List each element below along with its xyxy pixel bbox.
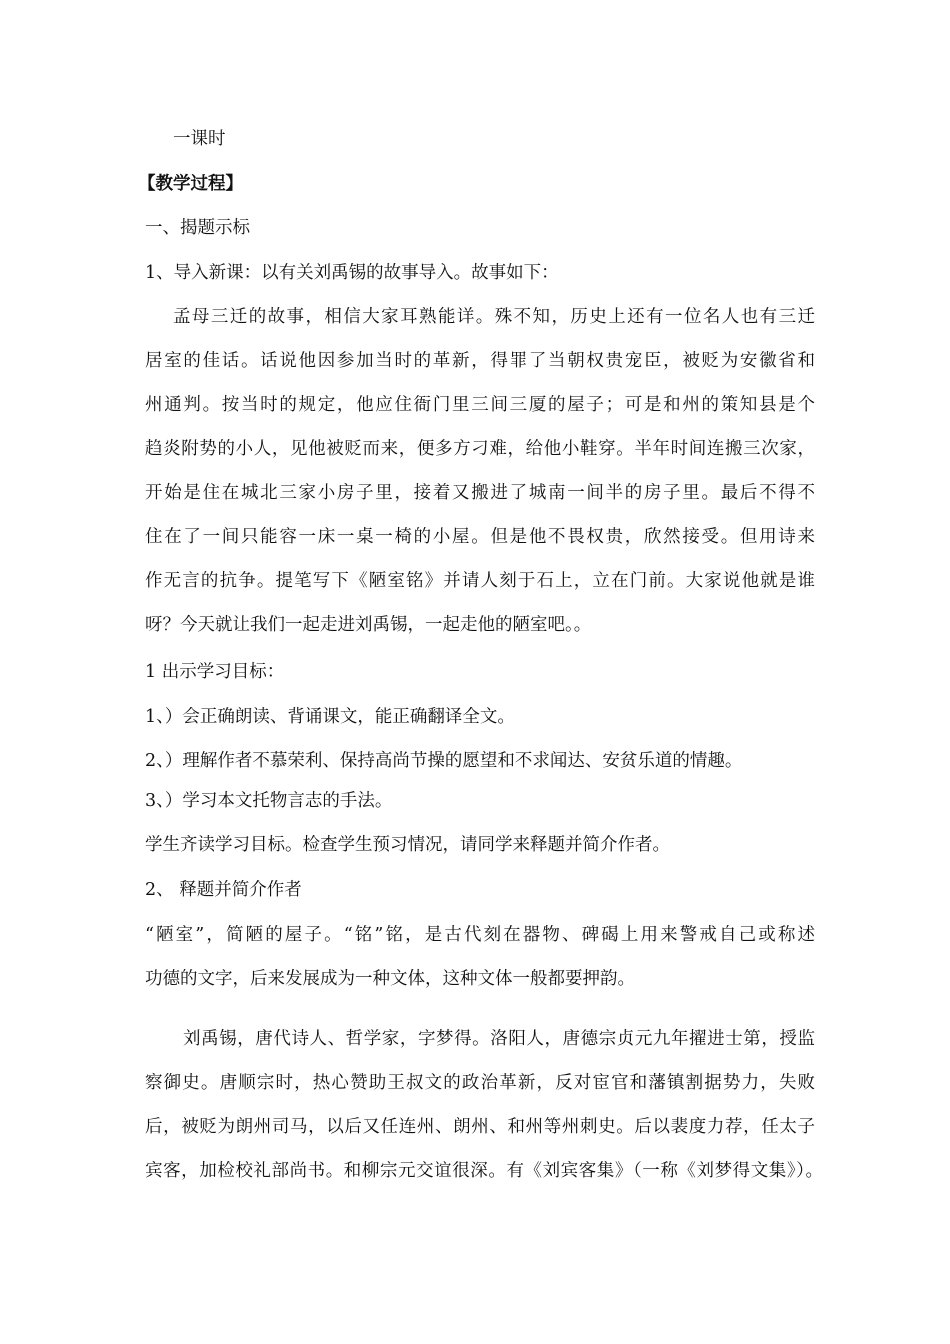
story-line: 州通判。按当时的规定，他应住衙门里三间三厦的屋子；可是和州的策知县是个 xyxy=(145,395,815,415)
title-explain-line: “陋室”，简陋的屋子。“铭”铭，是古代刻在器物、碑碣上用来警戒自己或称述 xyxy=(145,925,815,945)
author-line: 宾客，加检校礼部尚书。和柳宗元交谊很深。有《刘宾客集》（一称《刘梦得文集》）。 xyxy=(145,1161,823,1181)
author-line: 刘禹锡，唐代诗人、哲学家，字梦得。洛阳人，唐德宗贞元九年擢进士第，授监 xyxy=(183,1029,815,1049)
goal-item: 3、）学习本文托物言志的手法。 xyxy=(145,791,393,811)
item1-intro: 1、导入新课：以有关刘禹锡的故事导入。故事如下： xyxy=(145,263,559,283)
goal-item: 1、）会正确朗读、背诵课文，能正确翻译全文。 xyxy=(145,707,515,727)
author-line: 察御史。唐顺宗时，热心赞助王叔文的政治革新，反对宦官和藩镇割据势力，失败 xyxy=(145,1073,815,1093)
story-line: 趋炎附势的小人，见他被贬而来，便多方刁难，给他小鞋穿。半年时间连搬三次家， xyxy=(145,439,815,459)
title-explain-line: 功德的文字，后来发展成为一种文体，这种文体一般都要押韵。 xyxy=(145,969,635,989)
story-line: 呀？今天就让我们一起走进刘禹锡，一起走他的陋室吧。。 xyxy=(145,615,592,635)
student-task: 学生齐读学习目标。检查学生预习情况，请同学来释题并简介作者。 xyxy=(145,835,670,855)
item2-title: 2、 释题并简介作者 xyxy=(145,880,302,900)
part1-title: 一、揭题示标 xyxy=(145,218,250,238)
goal-item: 2、）理解作者不慕荣利、保持高尚节操的愿望和不求闻达、安贫乐道的情趣。 xyxy=(145,751,743,771)
section-heading: 【教学过程】 xyxy=(138,174,243,194)
lesson-time: 一课时 xyxy=(173,129,226,149)
author-line: 后，被贬为朗州司马，以后又任连州、朗州、和州等州刺史。后以裴度力荐，任太子 xyxy=(145,1117,815,1137)
story-line: 孟母三迁的故事，相信大家耳熟能详。殊不知，历史上还有一位名人也有三迁 xyxy=(173,307,815,327)
story-line: 开始是住在城北三家小房子里，接着又搬进了城南一间半的房子里。最后不得不 xyxy=(145,483,815,503)
story-line: 住在了一间只能容一床一桌一椅的小屋。但是他不畏权贵，欣然接受。但用诗来 xyxy=(145,527,815,547)
story-line: 作无言的抗争。提笔写下《陋室铭》并请人刻于石上，立在门前。大家说他就是谁 xyxy=(145,571,815,591)
goals-title: 1 出示学习目标： xyxy=(145,662,285,682)
story-line: 居室的佳话。话说他因参加当时的革新，得罪了当朝权贵宠臣，被贬为安徽省和 xyxy=(145,351,815,371)
